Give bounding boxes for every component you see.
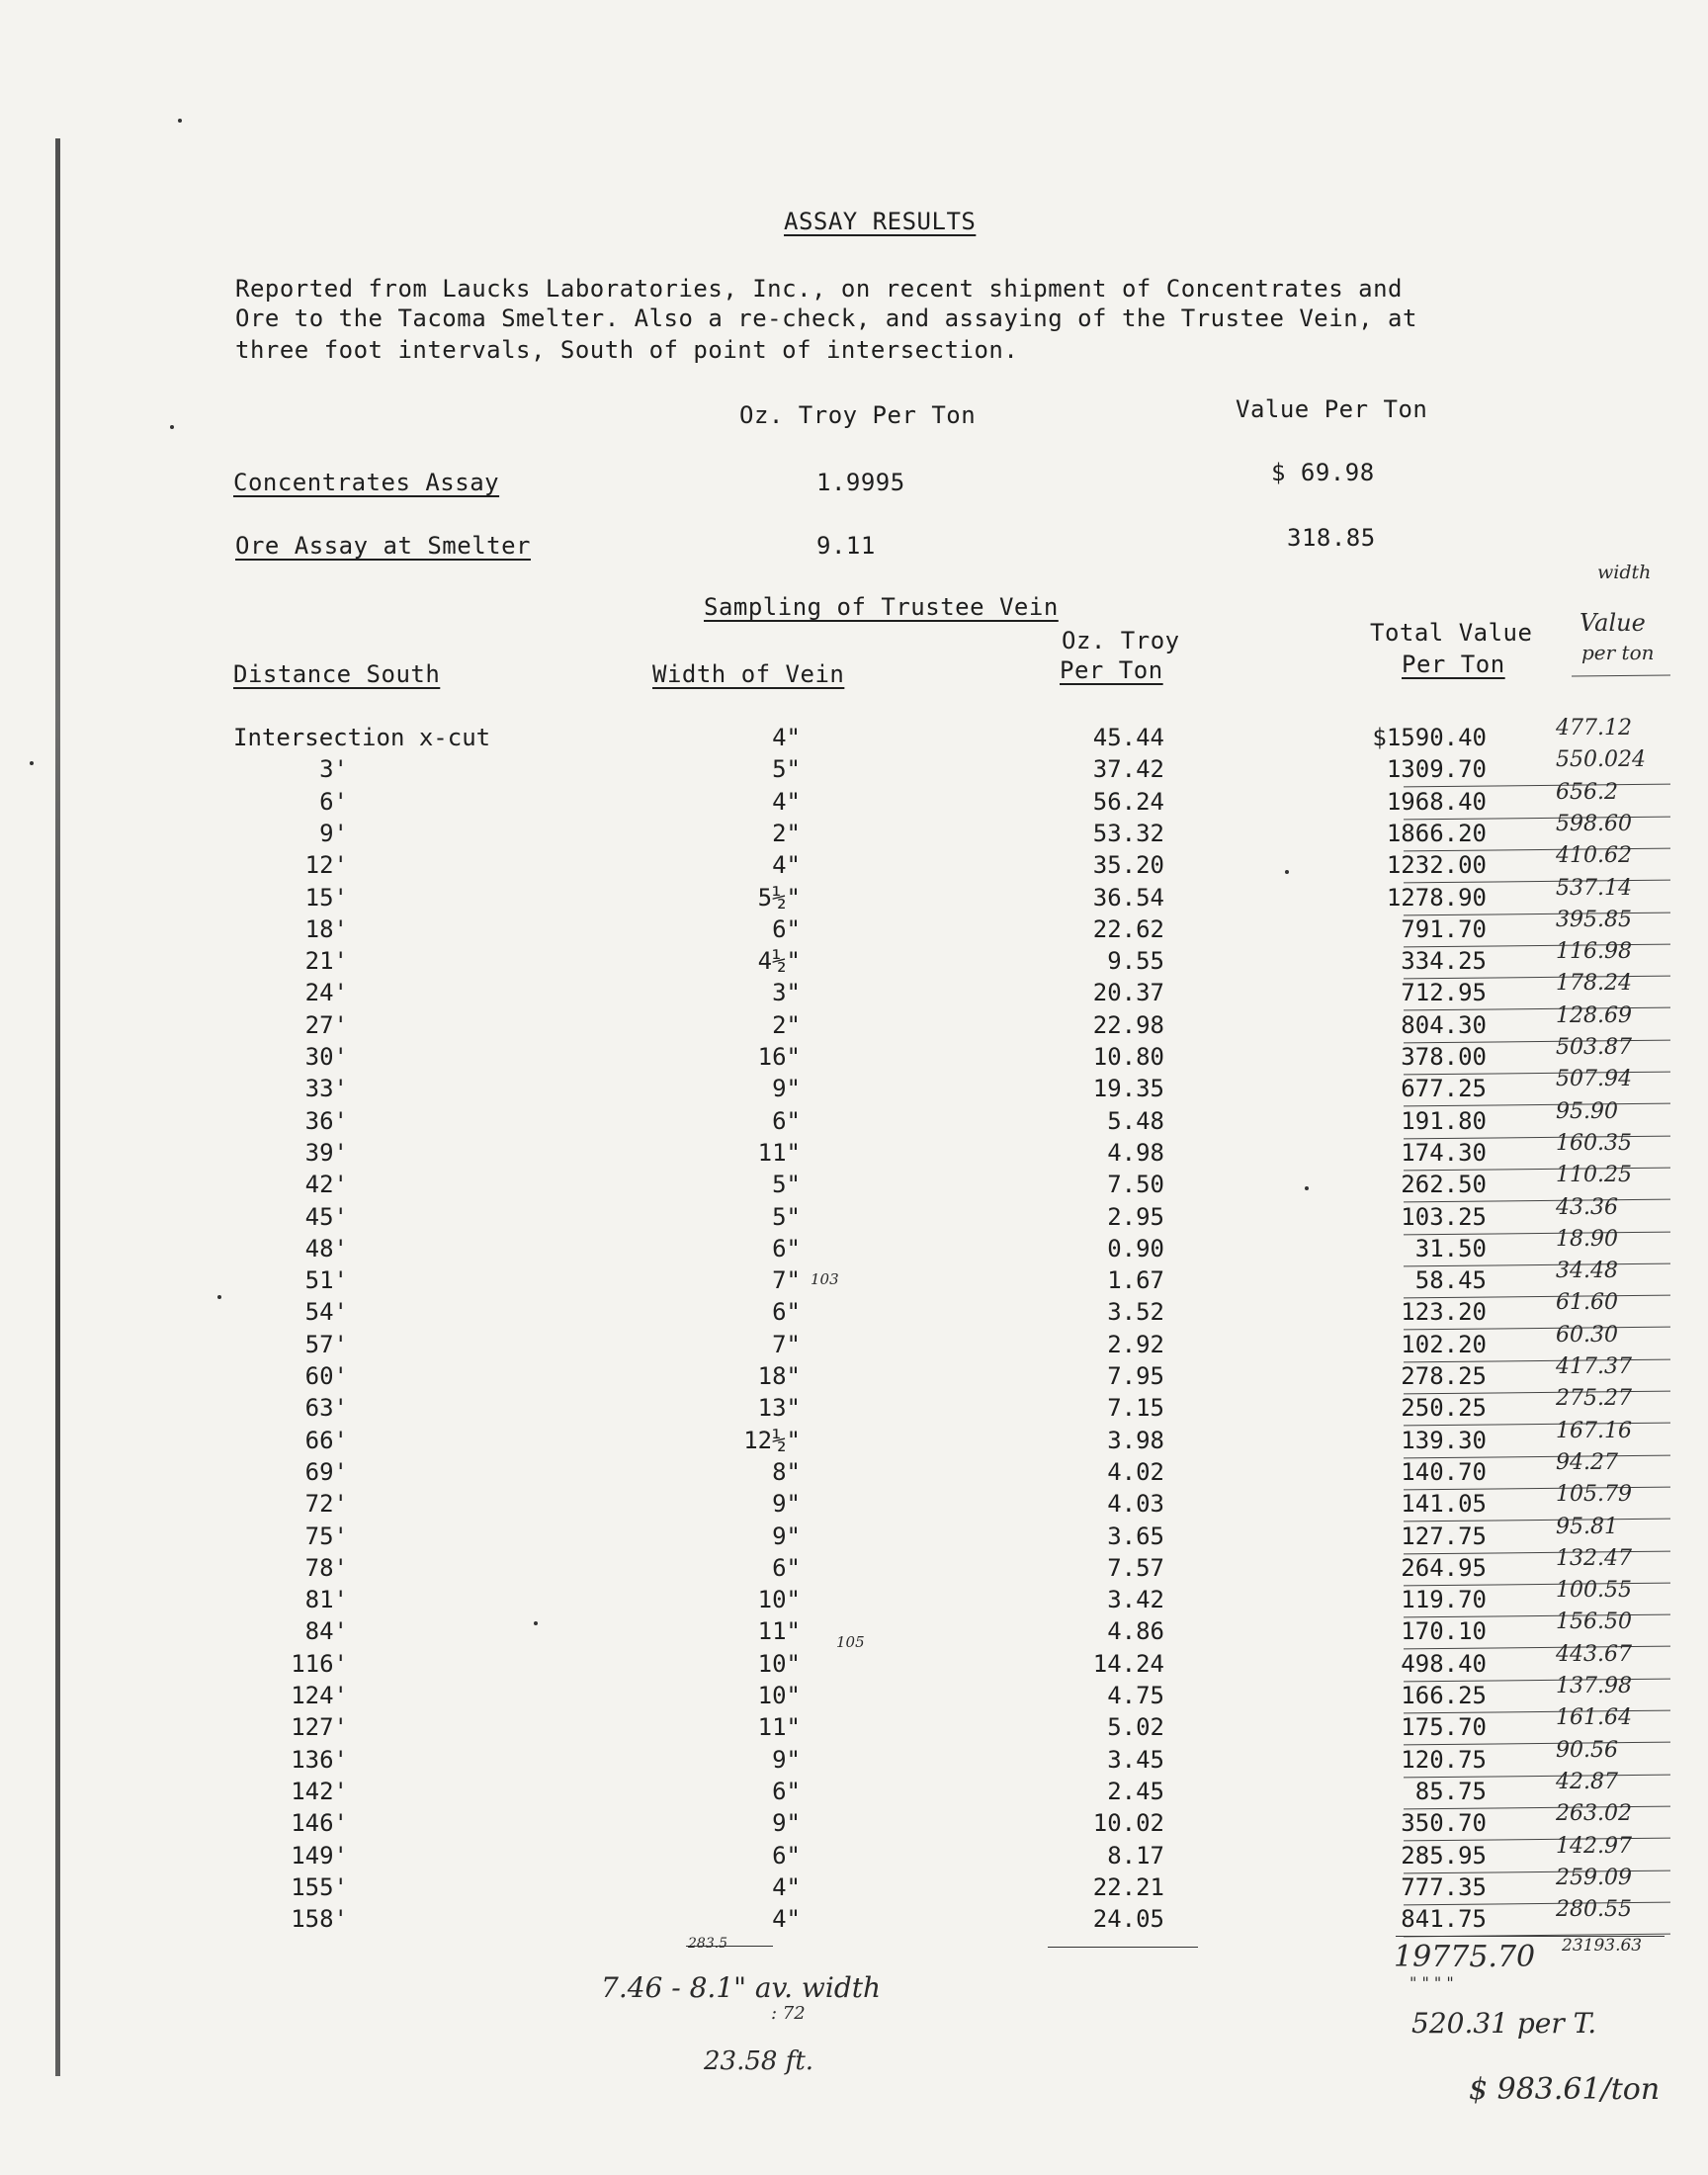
row-oz: 3.98 — [1107, 1427, 1164, 1454]
row-width: 13" — [757, 1394, 801, 1422]
row-hand-value: 417.37 — [1556, 1354, 1632, 1379]
row-distance: 24' — [304, 979, 348, 1006]
row-width: 6" — [772, 1235, 801, 1262]
row-hand-value: 395.85 — [1556, 908, 1632, 932]
row-width: 10" — [757, 1650, 801, 1678]
note-hand-sum: 23193.63 — [1562, 1936, 1643, 1956]
row-total: 58.45 — [1414, 1266, 1487, 1294]
row-distance: 33' — [304, 1075, 348, 1102]
row-distance: 39' — [304, 1139, 348, 1167]
row-distance: 69' — [304, 1458, 348, 1486]
row-hand-value: 43.36 — [1556, 1195, 1618, 1220]
row-oz: 2.95 — [1107, 1203, 1164, 1231]
row-oz: 4.03 — [1107, 1490, 1164, 1518]
row-hand-value: 280.55 — [1556, 1897, 1632, 1922]
row-width: 9" — [772, 1809, 801, 1837]
row-width: 5" — [772, 1171, 801, 1198]
row-oz: 3.52 — [1107, 1298, 1164, 1326]
row-total: 378.00 — [1401, 1043, 1487, 1071]
row-oz: 3.42 — [1107, 1586, 1164, 1613]
row-width: 6" — [772, 1107, 801, 1135]
row-hand-value: 116.98 — [1556, 939, 1632, 964]
row-distance: 142' — [291, 1778, 348, 1805]
row-total: 1866.20 — [1386, 820, 1487, 847]
row-width: 5" — [772, 755, 801, 783]
row-total: 777.35 — [1401, 1873, 1487, 1901]
row-oz: 7.57 — [1107, 1554, 1164, 1582]
row-total: 127.75 — [1401, 1522, 1487, 1550]
row-distance: 75' — [304, 1522, 348, 1550]
row-oz: 10.02 — [1092, 1809, 1164, 1837]
row-hand-value: 100.55 — [1556, 1578, 1632, 1603]
row-total: 285.95 — [1401, 1842, 1487, 1870]
row-total: 141.05 — [1401, 1490, 1487, 1518]
row-total: 175.70 — [1401, 1713, 1487, 1741]
row-distance: 127' — [291, 1713, 348, 1741]
row-total: 119.70 — [1401, 1586, 1487, 1613]
row-total: 804.30 — [1401, 1011, 1487, 1039]
header-total-line1: Total Value — [1370, 619, 1533, 647]
row-width: 10" — [757, 1586, 801, 1613]
row-oz: 4.75 — [1107, 1682, 1164, 1709]
note-width-sum: 283.5 — [688, 1936, 728, 1952]
row-hand-value: 507.94 — [1556, 1067, 1632, 1091]
intro-line-3: three foot intervals, South of point of intersection. — [235, 336, 1019, 364]
row-width: 7" — [772, 1266, 801, 1294]
row-oz: 3.65 — [1107, 1522, 1164, 1550]
note-final-value: $ 983.61/ton — [1469, 2072, 1661, 2107]
row-width: 6" — [772, 1554, 801, 1582]
row-total: 140.70 — [1401, 1458, 1487, 1486]
row-width: 16" — [757, 1043, 801, 1071]
row-width: 4" — [772, 1873, 801, 1901]
row-distance: 116' — [291, 1650, 348, 1678]
row-distance: 149' — [291, 1842, 348, 1870]
row-oz: 4.86 — [1107, 1617, 1164, 1645]
speck — [1285, 870, 1289, 874]
row-oz: 4.98 — [1107, 1139, 1164, 1167]
intro-line-1: Reported from Laucks Laboratories, Inc., on recent shipment of Concentrates and — [235, 275, 1403, 303]
row-distance: 18' — [304, 915, 348, 943]
row-width: 18" — [757, 1362, 801, 1390]
row-distance: 72' — [304, 1490, 348, 1518]
row-hand-value: 128.69 — [1556, 1003, 1632, 1028]
row-hand-value: 443.67 — [1556, 1642, 1632, 1667]
row-width: 9" — [772, 1490, 801, 1518]
row-oz: 8.17 — [1107, 1842, 1164, 1870]
row-width: 4" — [772, 788, 801, 816]
row-hand-value: 477.12 — [1556, 716, 1632, 740]
row-hand-value: 156.50 — [1556, 1610, 1632, 1634]
row-hand-value: 550.024 — [1556, 747, 1646, 772]
row-oz: 4.02 — [1107, 1458, 1164, 1486]
row-hand-value: 90.56 — [1556, 1738, 1618, 1763]
row-distance: 146' — [291, 1809, 348, 1837]
row-total: 166.25 — [1401, 1682, 1487, 1709]
row-distance: 51' — [304, 1266, 348, 1294]
note-total-marks: " " " " — [1409, 1973, 1454, 1992]
row-oz: 14.24 — [1092, 1650, 1164, 1678]
row-width: 9" — [772, 1075, 801, 1102]
row-oz: 36.54 — [1092, 884, 1164, 912]
row-width: 11" — [757, 1713, 801, 1741]
row-oz: 2.45 — [1107, 1778, 1164, 1805]
row-width: 9" — [772, 1746, 801, 1774]
row-total: 1278.90 — [1386, 884, 1487, 912]
intro-line-2: Ore to the Tacoma Smelter. Also a re-check, and assaying of the Trustee Vein, at — [235, 304, 1417, 332]
row-distance: 81' — [304, 1586, 348, 1613]
row-oz: 53.32 — [1092, 820, 1164, 847]
row-oz: 56.24 — [1092, 788, 1164, 816]
handwritten-header-3: per ton — [1581, 641, 1655, 664]
row-distance: Intersection x-cut — [233, 724, 491, 751]
sampling-heading: Sampling of Trustee Vein — [704, 593, 1059, 621]
row-width: 4" — [772, 851, 801, 879]
row-distance: 158' — [291, 1905, 348, 1933]
handwritten-header-1: width — [1597, 562, 1652, 583]
row-hand-value: 95.90 — [1556, 1099, 1618, 1124]
page-title: ASSAY RESULTS — [784, 208, 977, 235]
row-distance: 15' — [304, 884, 348, 912]
row-total: 712.95 — [1401, 979, 1487, 1006]
oz-sum-rule — [1048, 1947, 1198, 1948]
row-width: 4" — [772, 1905, 801, 1933]
row-oz: 5.02 — [1107, 1713, 1164, 1741]
row-width: 5½" — [757, 884, 801, 912]
row-distance: 6' — [319, 788, 348, 816]
row-hand-value: 161.64 — [1556, 1705, 1632, 1730]
row-total: 102.20 — [1401, 1331, 1487, 1358]
row-oz: 24.05 — [1092, 1905, 1164, 1933]
header-width: Width of Vein — [652, 660, 845, 688]
row-distance: 84' — [304, 1617, 348, 1645]
header-oz-line2: Per Ton — [1060, 656, 1163, 684]
row-hand-value: 34.48 — [1556, 1259, 1618, 1283]
row-distance: 12' — [304, 851, 348, 879]
row-oz: 45.44 — [1092, 724, 1164, 751]
note-feet: 23.58 ft. — [704, 2046, 814, 2076]
row-oz: 1.67 — [1107, 1266, 1164, 1294]
row-width: 10" — [757, 1682, 801, 1709]
row-hand-value: 656.2 — [1556, 780, 1618, 805]
row-total: 120.75 — [1401, 1746, 1487, 1774]
summary-value-ore: 318.85 — [1287, 524, 1376, 552]
row-distance: 78' — [304, 1554, 348, 1582]
note-per-ton: 520.31 per T. — [1411, 2007, 1597, 2040]
row-hand-value: 18.90 — [1556, 1227, 1618, 1252]
note-width-average: 7.46 - 8.1" av. width — [601, 1971, 882, 2004]
note-width-average-2: : 72 — [771, 2003, 806, 2024]
row-oz: 5.48 — [1107, 1107, 1164, 1135]
row-total: 677.25 — [1401, 1075, 1487, 1102]
speck — [178, 119, 182, 123]
row-width: 3" — [772, 979, 801, 1006]
row-hand-value: 42.87 — [1556, 1770, 1618, 1794]
row-hand-value: 503.87 — [1556, 1035, 1632, 1060]
row-oz: 0.90 — [1107, 1235, 1164, 1262]
row-total: 334.25 — [1401, 947, 1487, 975]
row-hand-value: 142.97 — [1556, 1834, 1632, 1859]
row-total: 123.20 — [1401, 1298, 1487, 1326]
note-row84: 105 — [836, 1633, 865, 1651]
row-hand-value: 178.24 — [1556, 971, 1632, 996]
summary-col-value: Value Per Ton — [1236, 395, 1428, 423]
row-distance: 9' — [319, 820, 348, 847]
row-width: 6" — [772, 915, 801, 943]
row-width: 9" — [772, 1522, 801, 1550]
row-hand-value: 537.14 — [1556, 876, 1632, 901]
row-width: 6" — [772, 1842, 801, 1870]
row-distance: 155' — [291, 1873, 348, 1901]
row-total: 498.40 — [1401, 1650, 1487, 1678]
speck — [1305, 1186, 1309, 1190]
row-distance: 63' — [304, 1394, 348, 1422]
row-oz: 19.35 — [1092, 1075, 1164, 1102]
handwritten-header-2: Value — [1580, 609, 1646, 637]
row-total: 262.50 — [1401, 1171, 1487, 1198]
row-width: 7" — [772, 1331, 801, 1358]
row-distance: 66' — [304, 1427, 348, 1454]
speck — [170, 425, 174, 429]
row-width: 8" — [772, 1458, 801, 1486]
row-width: 5" — [772, 1203, 801, 1231]
row-oz: 3.45 — [1107, 1746, 1164, 1774]
row-width: 2" — [772, 1011, 801, 1039]
summary-label-ore: Ore Assay at Smelter — [235, 532, 531, 560]
row-oz: 7.50 — [1107, 1171, 1164, 1198]
row-oz: 2.92 — [1107, 1331, 1164, 1358]
row-total: 85.75 — [1414, 1778, 1487, 1805]
row-hand-value: 167.16 — [1556, 1419, 1632, 1443]
row-oz: 35.20 — [1092, 851, 1164, 879]
row-total: $1590.40 — [1372, 724, 1487, 751]
row-hand-value: 94.27 — [1556, 1450, 1618, 1475]
row-hand-value: 598.60 — [1556, 812, 1632, 836]
row-total: 350.70 — [1401, 1809, 1487, 1837]
row-distance: 136' — [291, 1746, 348, 1774]
row-distance: 42' — [304, 1171, 348, 1198]
row-width: 6" — [772, 1778, 801, 1805]
row-hand-value: 160.35 — [1556, 1131, 1632, 1156]
row-total: 103.25 — [1401, 1203, 1487, 1231]
row-distance: 21' — [304, 947, 348, 975]
row-oz: 10.80 — [1092, 1043, 1164, 1071]
row-total: 841.75 — [1401, 1905, 1487, 1933]
row-distance: 48' — [304, 1235, 348, 1262]
row-width: 11" — [757, 1139, 801, 1167]
summary-col-oz: Oz. Troy Per Ton — [739, 401, 977, 429]
row-oz: 7.95 — [1107, 1362, 1164, 1390]
row-width: 2" — [772, 820, 801, 847]
row-oz: 20.37 — [1092, 979, 1164, 1006]
row-oz: 37.42 — [1092, 755, 1164, 783]
handwritten-header-rule — [1572, 674, 1670, 676]
row-distance: 54' — [304, 1298, 348, 1326]
header-oz-line1: Oz. Troy — [1062, 627, 1180, 654]
note-total-sum: 19775.70 — [1394, 1940, 1536, 1974]
row-distance: 36' — [304, 1107, 348, 1135]
header-total-line2: Per Ton — [1402, 651, 1505, 678]
binding-edge — [55, 138, 60, 2076]
row-oz: 22.21 — [1092, 1873, 1164, 1901]
row-total: 1232.00 — [1386, 851, 1487, 879]
row-distance: 45' — [304, 1203, 348, 1231]
header-distance: Distance South — [233, 660, 441, 688]
row-distance: 27' — [304, 1011, 348, 1039]
speck — [534, 1621, 538, 1625]
row-width: 12½" — [743, 1427, 801, 1454]
row-hand-value: 259.09 — [1556, 1866, 1632, 1890]
row-hand-value: 105.79 — [1556, 1482, 1632, 1507]
row-total: 31.50 — [1414, 1235, 1487, 1262]
row-width: 6" — [772, 1298, 801, 1326]
row-hand-value: 263.02 — [1556, 1801, 1632, 1826]
row-total: 170.10 — [1401, 1617, 1487, 1645]
note-row51: 103 — [811, 1270, 839, 1288]
row-total: 1968.40 — [1386, 788, 1487, 816]
row-distance: 3' — [319, 755, 348, 783]
summary-oz-ore: 9.11 — [816, 532, 876, 560]
speck — [217, 1295, 221, 1299]
row-total: 1309.70 — [1386, 755, 1487, 783]
row-hand-value: 275.27 — [1556, 1386, 1632, 1411]
row-distance: 57' — [304, 1331, 348, 1358]
row-hand-value: 95.81 — [1556, 1515, 1618, 1539]
row-oz: 9.55 — [1107, 947, 1164, 975]
row-width: 11" — [757, 1617, 801, 1645]
row-distance: 60' — [304, 1362, 348, 1390]
row-total: 264.95 — [1401, 1554, 1487, 1582]
row-total: 278.25 — [1401, 1362, 1487, 1390]
row-hand-value: 110.25 — [1556, 1163, 1632, 1187]
row-width: 4" — [772, 724, 801, 751]
speck — [30, 761, 34, 765]
row-width: 4½" — [757, 947, 801, 975]
row-total: 191.80 — [1401, 1107, 1487, 1135]
row-total: 791.70 — [1401, 915, 1487, 943]
row-total: 174.30 — [1401, 1139, 1487, 1167]
row-hand-value: 60.30 — [1556, 1323, 1618, 1348]
row-total: 139.30 — [1401, 1427, 1487, 1454]
row-oz: 7.15 — [1107, 1394, 1164, 1422]
row-hand-value: 410.62 — [1556, 843, 1632, 868]
summary-value-concentrates: $ 69.98 — [1271, 459, 1375, 486]
row-hand-value: 132.47 — [1556, 1546, 1632, 1571]
row-distance: 30' — [304, 1043, 348, 1071]
row-oz: 22.98 — [1092, 1011, 1164, 1039]
summary-label-concentrates: Concentrates Assay — [233, 469, 500, 496]
row-total: 250.25 — [1401, 1394, 1487, 1422]
row-hand-value: 137.98 — [1556, 1674, 1632, 1698]
row-distance: 124' — [291, 1682, 348, 1709]
summary-oz-concentrates: 1.9995 — [816, 469, 905, 496]
row-oz: 22.62 — [1092, 915, 1164, 943]
row-hand-value: 61.60 — [1556, 1290, 1618, 1315]
